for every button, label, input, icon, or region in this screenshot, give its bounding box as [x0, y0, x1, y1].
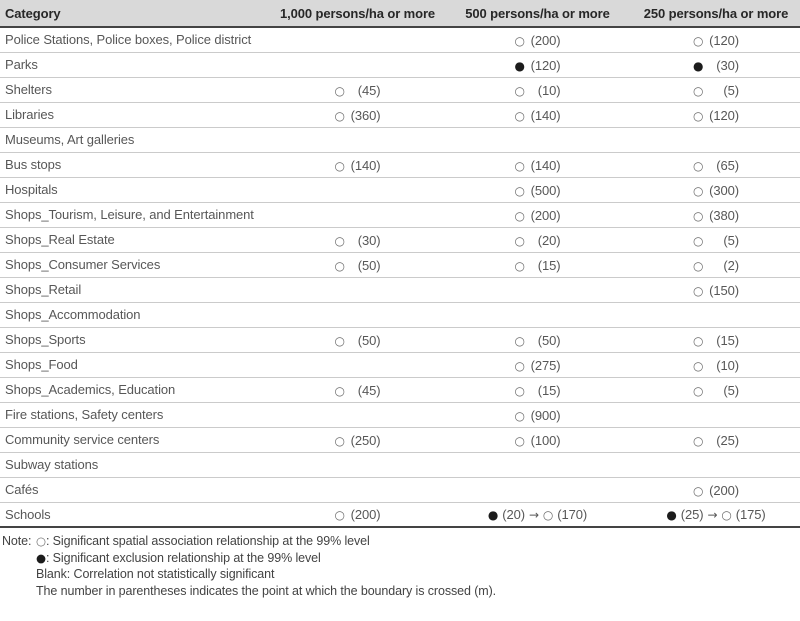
threshold-cell: [632, 352, 800, 377]
symbol-value-pair: [515, 83, 561, 98]
cell-content: [515, 108, 561, 123]
cell-content: [693, 333, 739, 348]
symbol-value-pair: [515, 233, 561, 248]
table-row: [0, 302, 800, 327]
cell-content: [693, 183, 739, 198]
symbol-value-pair: [693, 233, 739, 248]
symbol-value-pair: [693, 83, 739, 98]
note-text: : Significant exclusion relationship at the 99% level: [45, 550, 321, 565]
threshold-cell: [443, 177, 632, 202]
table-row: [0, 502, 800, 527]
open-circle-icon: ○: [721, 508, 732, 523]
cell-content: [335, 383, 381, 398]
threshold-value: (15): [537, 382, 561, 398]
threshold-value: (500): [530, 182, 561, 198]
open-circle-icon: ○: [334, 233, 345, 248]
cell-content: [335, 258, 381, 273]
threshold-cell: [632, 377, 800, 402]
table-row: [0, 102, 800, 127]
threshold-value: (140): [350, 157, 381, 173]
symbol-value-pair: [335, 507, 381, 522]
cell-content: [335, 333, 381, 348]
table-row: [0, 252, 800, 277]
cell-content: [693, 233, 739, 248]
symbol-value-pair: [335, 83, 381, 98]
open-circle-icon: ○: [334, 258, 345, 273]
cell-content: [335, 83, 381, 98]
cell-content: [693, 33, 739, 48]
cell-content: [515, 183, 561, 198]
table-header: [0, 0, 800, 27]
threshold-cell: [272, 52, 443, 77]
threshold-value: (25): [716, 432, 739, 448]
open-circle-icon: ○: [693, 158, 704, 173]
cell-content: [515, 258, 561, 273]
symbol-value-pair: [335, 108, 381, 123]
threshold-value: (120): [709, 107, 739, 123]
threshold-cell: [443, 352, 632, 377]
cell-content: [515, 433, 561, 448]
open-circle-icon: ○: [693, 233, 704, 248]
threshold-cell: [272, 177, 443, 202]
threshold-value: (30): [716, 57, 739, 73]
threshold-value: (380): [709, 207, 739, 223]
column-header-category: Category: [0, 0, 272, 27]
category-cell: Museums, Art galleries: [0, 127, 272, 152]
symbol-value-pair: [515, 58, 561, 73]
category-cell: Shops_Consumer Services: [0, 252, 272, 277]
threshold-value: (200): [709, 482, 739, 498]
open-circle-icon: ○: [334, 108, 345, 123]
open-circle-icon: ○: [514, 258, 525, 273]
threshold-cell: [443, 52, 632, 77]
table-row: [0, 452, 800, 477]
threshold-cell: [443, 327, 632, 352]
cell-content: [515, 358, 561, 373]
category-cell: Hospitals: [0, 177, 272, 202]
category-cell: Parks: [0, 52, 272, 77]
note-line-parentheses: [2, 583, 800, 600]
threshold-value: (120): [709, 32, 739, 48]
filled-circle-icon: ●: [514, 58, 525, 73]
cell-content: [515, 333, 561, 348]
category-cell: Shelters: [0, 77, 272, 102]
table-row: [0, 377, 800, 402]
threshold-cell: [272, 152, 443, 177]
threshold-cell: [272, 402, 443, 427]
table-row: [0, 402, 800, 427]
cell-content: [515, 233, 561, 248]
threshold-cell: [272, 427, 443, 452]
threshold-cell: [272, 452, 443, 477]
cell-content: [693, 483, 739, 498]
transition-arrow-icon: →: [528, 508, 539, 523]
threshold-cell: [632, 202, 800, 227]
table-row: [0, 177, 800, 202]
cell-content: [335, 433, 381, 448]
cell-content: [693, 358, 739, 373]
threshold-cell: [632, 302, 800, 327]
threshold-value: (170): [557, 507, 588, 523]
column-header-500-persons: 500 persons/ha or more: [443, 0, 632, 27]
threshold-cell: [272, 202, 443, 227]
threshold-value: (2): [723, 257, 739, 273]
cell-content: [488, 507, 587, 522]
open-circle-icon: ○: [693, 258, 704, 273]
open-circle-icon: ○: [693, 33, 704, 48]
threshold-cell: [272, 502, 443, 527]
symbol-value-pair: [693, 483, 739, 498]
threshold-cell: [272, 327, 443, 352]
threshold-cell: [632, 102, 800, 127]
threshold-cell: [632, 402, 800, 427]
note-label-spacer: [2, 583, 36, 600]
cell-content: [515, 158, 561, 173]
open-circle-icon: ○: [693, 358, 704, 373]
threshold-value: (360): [350, 107, 381, 123]
symbol-value-pair: [515, 433, 561, 448]
threshold-cell: [443, 427, 632, 452]
open-circle-icon: ○: [693, 208, 704, 223]
threshold-value: (45): [357, 82, 381, 98]
threshold-cell: [632, 327, 800, 352]
threshold-cell: [272, 127, 443, 152]
threshold-value: (5): [723, 232, 739, 248]
open-circle-icon: ○: [514, 358, 525, 373]
symbol-value-pair: [488, 507, 525, 522]
threshold-value: (50): [537, 332, 561, 348]
table-row: [0, 477, 800, 502]
symbol-value-pair: [721, 507, 765, 522]
symbol-value-pair: [693, 58, 739, 73]
symbol-value-pair: [515, 358, 561, 373]
threshold-cell: [443, 302, 632, 327]
threshold-cell: [632, 227, 800, 252]
category-cell: Shops_Tourism, Leisure, and Entertainment: [0, 202, 272, 227]
symbol-value-pair: [515, 333, 561, 348]
threshold-value: (200): [530, 32, 561, 48]
threshold-value: (275): [530, 357, 561, 373]
threshold-value: (10): [716, 357, 739, 373]
threshold-cell: [632, 452, 800, 477]
cell-content: [693, 383, 739, 398]
cell-content: [335, 158, 381, 173]
threshold-value: (300): [709, 182, 739, 198]
filled-circle-icon: ●: [666, 508, 677, 523]
threshold-cell: [443, 202, 632, 227]
category-cell: Community service centers: [0, 427, 272, 452]
symbol-value-pair: [693, 258, 739, 273]
symbol-value-pair: [693, 383, 739, 398]
symbol-value-pair: [666, 507, 703, 522]
note-label-spacer: [2, 550, 36, 567]
threshold-value: (25): [680, 507, 704, 523]
open-circle-icon: ○: [514, 233, 525, 248]
open-circle-icon: ○: [36, 534, 46, 548]
cell-content: [335, 108, 381, 123]
open-circle-icon: ○: [514, 208, 525, 223]
threshold-value: (200): [350, 507, 381, 523]
threshold-cell: [632, 477, 800, 502]
threshold-value: (65): [716, 157, 739, 173]
threshold-value: (50): [357, 332, 381, 348]
symbol-value-pair: [515, 183, 561, 198]
table-row: [0, 352, 800, 377]
category-cell: Shops_Food: [0, 352, 272, 377]
threshold-value: (200): [530, 207, 561, 223]
symbol-value-pair: [693, 108, 739, 123]
note-text: Blank: Correlation not statistically significant: [36, 567, 275, 581]
cell-content: [515, 33, 561, 48]
symbol-value-pair: [515, 258, 561, 273]
symbol-value-pair: [335, 258, 381, 273]
threshold-value: (10): [537, 82, 561, 98]
cell-content: [515, 58, 561, 73]
threshold-cell: [632, 177, 800, 202]
threshold-value: (250): [350, 432, 381, 448]
threshold-cell: [443, 102, 632, 127]
threshold-value: (120): [530, 57, 561, 73]
threshold-value: (20): [502, 507, 525, 523]
filled-circle-icon: ●: [36, 550, 46, 565]
threshold-cell: [272, 77, 443, 102]
header-row: [0, 0, 800, 27]
open-circle-icon: ○: [693, 83, 704, 98]
open-circle-icon: ○: [514, 158, 525, 173]
threshold-cell: [272, 277, 443, 302]
open-circle-icon: ○: [693, 283, 704, 298]
threshold-cell: [632, 27, 800, 52]
symbol-value-pair: [693, 358, 739, 373]
open-circle-icon: ○: [514, 33, 525, 48]
cell-content: [693, 208, 739, 223]
notes-section: [0, 533, 800, 599]
open-circle-icon: ○: [334, 83, 345, 98]
note-line-filled-circle: [2, 550, 800, 567]
filled-circle-icon: ●: [693, 58, 704, 73]
open-circle-icon: ○: [514, 108, 525, 123]
open-circle-icon: ○: [693, 433, 704, 448]
threshold-cell: [632, 77, 800, 102]
table-row: [0, 27, 800, 52]
cell-content: [693, 83, 739, 98]
open-circle-icon: ○: [514, 383, 525, 398]
note-line-open-circle: [2, 533, 800, 550]
threshold-cell: [272, 352, 443, 377]
threshold-value: (900): [530, 407, 561, 423]
threshold-cell: [443, 127, 632, 152]
column-header-250-persons: 250 persons/ha or more: [632, 0, 800, 27]
cell-content: [335, 233, 381, 248]
table-row: [0, 77, 800, 102]
cell-content: [693, 433, 739, 448]
table-row: [0, 152, 800, 177]
open-circle-icon: ○: [334, 508, 345, 523]
transition-arrow-icon: →: [707, 508, 718, 523]
category-cell: Shops_Accommodation: [0, 302, 272, 327]
threshold-value: (175): [735, 507, 766, 523]
threshold-cell: [632, 127, 800, 152]
category-cell: Libraries: [0, 102, 272, 127]
threshold-cell: [632, 252, 800, 277]
note-text: The number in parentheses indicates the point at which the boundary is crossed (m).: [36, 583, 497, 598]
threshold-cell: [272, 377, 443, 402]
threshold-cell: [443, 452, 632, 477]
threshold-value: (15): [537, 257, 561, 273]
symbol-value-pair: [335, 383, 381, 398]
symbol-value-pair: [335, 233, 381, 248]
threshold-value: (5): [723, 382, 739, 398]
cell-content: [693, 283, 739, 298]
symbol-value-pair: [335, 158, 381, 173]
threshold-value: (50): [357, 257, 381, 273]
threshold-cell: [632, 427, 800, 452]
category-cell: Shops_Academics, Education: [0, 377, 272, 402]
symbol-value-pair: [693, 208, 739, 223]
note-label: Note:: [2, 534, 32, 548]
table-row: [0, 127, 800, 152]
symbol-value-pair: [515, 383, 561, 398]
open-circle-icon: ○: [693, 333, 704, 348]
category-cell: Shops_Retail: [0, 277, 272, 302]
threshold-value: (150): [709, 282, 739, 298]
symbol-value-pair: [335, 433, 381, 448]
table-row: [0, 427, 800, 452]
cell-content: [335, 507, 381, 522]
symbol-value-pair: [543, 507, 587, 522]
threshold-cell: [443, 152, 632, 177]
cell-content: [693, 158, 739, 173]
table-row: [0, 327, 800, 352]
threshold-cell: [272, 227, 443, 252]
open-circle-icon: ○: [334, 433, 345, 448]
threshold-cell: [632, 152, 800, 177]
symbol-value-pair: [693, 333, 739, 348]
threshold-cell: [443, 402, 632, 427]
open-circle-icon: ○: [693, 108, 704, 123]
filled-circle-icon: ●: [487, 508, 499, 523]
note-text: : Significant spatial association relationship at the 99% level: [45, 534, 370, 548]
threshold-cell: [272, 27, 443, 52]
open-circle-icon: ○: [514, 83, 525, 98]
open-circle-icon: ○: [334, 383, 345, 398]
open-circle-icon: ○: [693, 183, 704, 198]
threshold-cell: [443, 377, 632, 402]
cell-content: [515, 408, 561, 423]
category-cell: Police Stations, Police boxes, Police district: [0, 27, 272, 52]
cell-content: [515, 208, 561, 223]
threshold-cell: [443, 77, 632, 102]
table-row: [0, 52, 800, 77]
open-circle-icon: ○: [693, 383, 704, 398]
open-circle-icon: ○: [334, 158, 345, 173]
note-label-spacer: [2, 566, 36, 583]
symbol-value-pair: [693, 158, 739, 173]
symbol-value-pair: [515, 158, 561, 173]
symbol-value-pair: [515, 108, 561, 123]
threshold-cell: [443, 27, 632, 52]
cell-content: [515, 83, 561, 98]
threshold-cell: [632, 52, 800, 77]
symbol-value-pair: [515, 33, 561, 48]
symbol-value-pair: [693, 33, 739, 48]
open-circle-icon: ○: [514, 183, 525, 198]
threshold-cell: [272, 477, 443, 502]
cell-content: [515, 383, 561, 398]
threshold-cell: [443, 477, 632, 502]
open-circle-icon: ○: [514, 333, 525, 348]
table-row: [0, 277, 800, 302]
threshold-value: (15): [716, 332, 739, 348]
threshold-value: (140): [530, 157, 561, 173]
threshold-cell: [443, 502, 632, 527]
category-cell: Bus stops: [0, 152, 272, 177]
open-circle-icon: ○: [542, 508, 554, 523]
threshold-value: (140): [530, 107, 561, 123]
table-body: [0, 27, 800, 527]
cell-content: [693, 258, 739, 273]
threshold-cell: [632, 502, 800, 527]
threshold-value: (30): [357, 232, 381, 248]
threshold-value: (45): [357, 382, 381, 398]
cell-content: [693, 108, 739, 123]
symbol-value-pair: [693, 433, 739, 448]
symbol-value-pair: [515, 408, 561, 423]
cell-content: [693, 58, 739, 73]
category-cell: Shops_Sports: [0, 327, 272, 352]
threshold-cell: [272, 252, 443, 277]
open-circle-icon: ○: [693, 483, 704, 498]
threshold-value: (100): [530, 432, 561, 448]
threshold-cell: [443, 252, 632, 277]
threshold-cell: [443, 227, 632, 252]
table-row: [0, 227, 800, 252]
threshold-cell: [272, 302, 443, 327]
threshold-cell: [632, 277, 800, 302]
symbol-value-pair: [515, 208, 561, 223]
open-circle-icon: ○: [514, 433, 525, 448]
symbol-value-pair: [335, 333, 381, 348]
threshold-value: (5): [723, 82, 739, 98]
column-header-1000-persons: 1,000 persons/ha or more: [272, 0, 443, 27]
category-cell: Schools: [0, 502, 272, 527]
category-cell: Cafés: [0, 477, 272, 502]
threshold-cell: [272, 102, 443, 127]
cell-content: [666, 507, 765, 522]
note-line-blank: [2, 566, 800, 583]
threshold-cell: [443, 277, 632, 302]
table-row: [0, 202, 800, 227]
category-cell: Shops_Real Estate: [0, 227, 272, 252]
symbol-value-pair: [693, 283, 739, 298]
symbol-value-pair: [693, 183, 739, 198]
open-circle-icon: ○: [334, 333, 345, 348]
threshold-value: (20): [537, 232, 561, 248]
category-cell: Subway stations: [0, 452, 272, 477]
category-cell: Fire stations, Safety centers: [0, 402, 272, 427]
open-circle-icon: ○: [514, 408, 525, 423]
